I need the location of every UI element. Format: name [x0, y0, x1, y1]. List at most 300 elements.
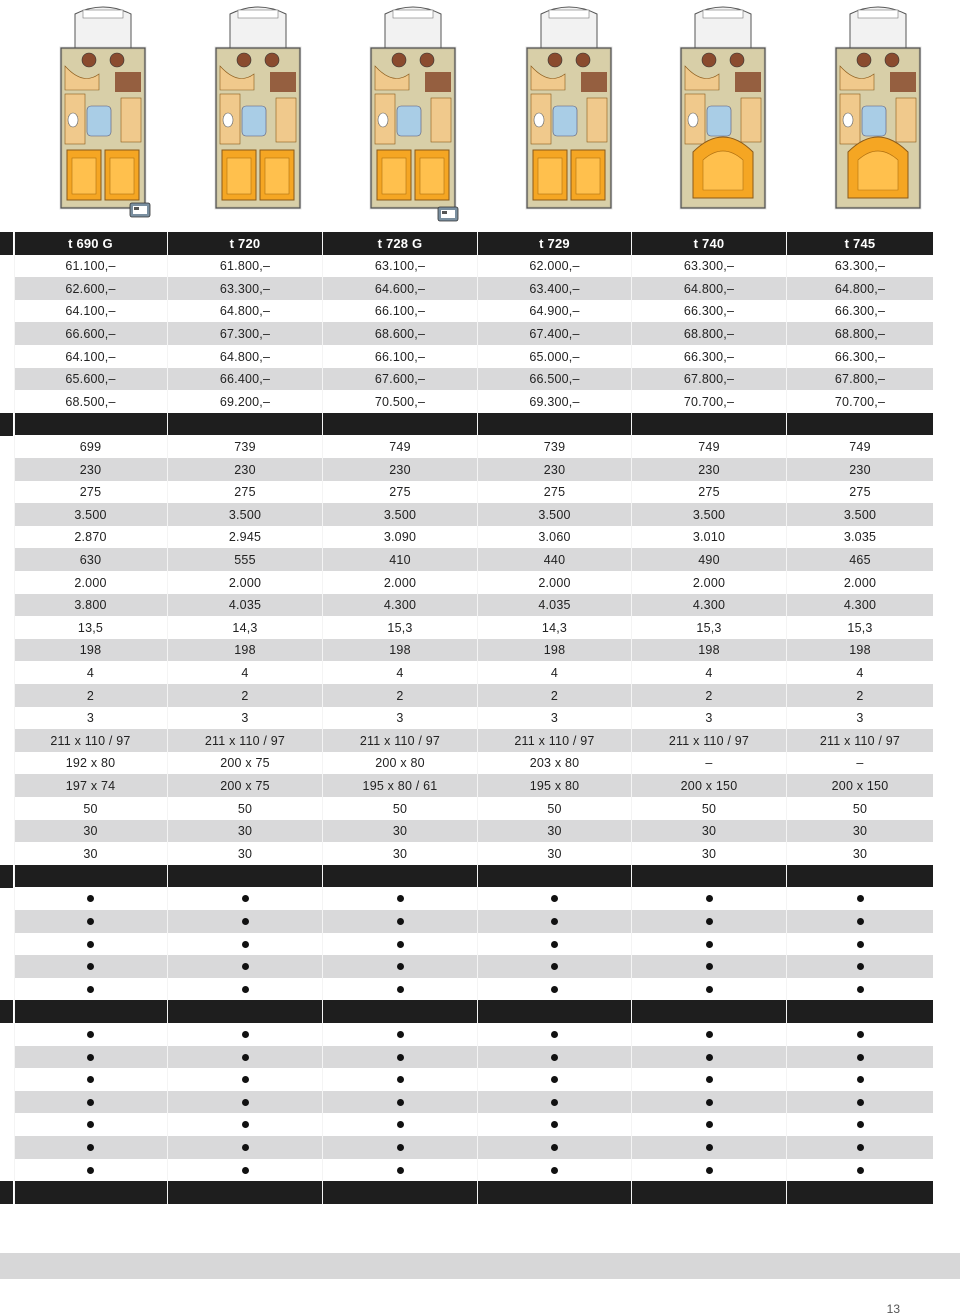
bullet-dot-icon — [242, 963, 249, 970]
spec-cell: 230 — [787, 458, 933, 481]
equipment-cell — [787, 1159, 933, 1182]
row-label-cell — [0, 300, 13, 323]
row-label-cell — [0, 1046, 13, 1069]
spec-cell: 4 — [632, 661, 786, 684]
section-divider — [0, 413, 960, 436]
equipment-cell — [323, 1068, 477, 1091]
price-cell: 62.000,– — [478, 255, 631, 278]
equipment-row — [0, 978, 960, 1001]
bullet-dot-icon — [87, 986, 94, 993]
price-cell: 66.300,– — [632, 345, 786, 368]
bullet-dot-icon — [551, 1054, 558, 1061]
spec-cell: 195 x 80 — [478, 774, 631, 797]
equipment-cell — [632, 910, 786, 933]
equipment-row — [0, 887, 960, 910]
spec-cell: 200 x 75 — [168, 774, 322, 797]
divider-cell — [478, 865, 631, 888]
equipment-row — [0, 1091, 960, 1114]
row-label-cell — [0, 1068, 13, 1091]
model-name: t 729 — [478, 232, 631, 255]
price-cell: 67.300,– — [168, 322, 322, 345]
bullet-dot-icon — [706, 986, 713, 993]
spec-cell: 230 — [478, 458, 631, 481]
spec-row — [0, 774, 960, 797]
equipment-cell — [478, 1091, 631, 1114]
bullet-dot-icon — [397, 1076, 404, 1083]
bullet-dot-icon — [397, 986, 404, 993]
price-cell: 67.600,– — [323, 368, 477, 391]
equipment-cell — [14, 1068, 167, 1091]
bullet-dot-icon — [551, 1144, 558, 1151]
price-cell: 68.800,– — [632, 322, 786, 345]
price-cell: 64.800,– — [632, 277, 786, 300]
row-label-cell — [0, 255, 13, 278]
floor-plan-t-740 — [673, 2, 773, 214]
spec-cell: 15,3 — [787, 616, 933, 639]
price-row — [0, 277, 960, 300]
equipment-cell — [14, 955, 167, 978]
floor-plans — [0, 0, 960, 228]
spec-cell: 630 — [14, 548, 167, 571]
column-divider — [322, 232, 323, 1204]
bullet-dot-icon — [857, 895, 864, 902]
row-label-cell — [0, 887, 13, 910]
spec-cell: 4 — [168, 661, 322, 684]
divider-cell — [478, 413, 631, 436]
row-label-cell — [0, 707, 13, 730]
price-cell: 67.800,– — [787, 368, 933, 391]
price-row — [0, 368, 960, 391]
spec-cell: 3.500 — [14, 503, 167, 526]
bullet-dot-icon — [87, 1121, 94, 1128]
spec-cell: 14,3 — [478, 616, 631, 639]
equipment-cell — [323, 1023, 477, 1046]
equipment-cell — [14, 978, 167, 1001]
spec-cell: 3.500 — [168, 503, 322, 526]
divider-cell — [323, 1000, 477, 1023]
spec-cell: 2 — [632, 684, 786, 707]
divider-cell — [787, 1000, 933, 1023]
price-cell: 62.600,– — [14, 277, 167, 300]
spec-cell: 200 x 150 — [787, 774, 933, 797]
spec-cell: 3.035 — [787, 526, 933, 549]
spec-cell: 15,3 — [323, 616, 477, 639]
row-label-cell — [0, 1000, 13, 1023]
divider-cell — [168, 865, 322, 888]
equipment-row — [0, 1136, 960, 1159]
bullet-dot-icon — [551, 963, 558, 970]
equipment-cell — [168, 1136, 322, 1159]
spec-row — [0, 797, 960, 820]
equipment-cell — [168, 1023, 322, 1046]
price-cell: 68.800,– — [787, 322, 933, 345]
bullet-dot-icon — [857, 963, 864, 970]
row-label-cell — [0, 390, 13, 413]
spec-cell: 4.035 — [478, 594, 631, 617]
spec-cell: 30 — [787, 820, 933, 843]
spec-row — [0, 616, 960, 639]
price-cell: 69.200,– — [168, 390, 322, 413]
equipment-cell — [478, 955, 631, 978]
spec-row — [0, 842, 960, 865]
spec-cell: 440 — [478, 548, 631, 571]
bullet-dot-icon — [397, 1099, 404, 1106]
price-cell: 64.600,– — [323, 277, 477, 300]
floor-plan-t-745 — [828, 2, 928, 214]
divider-cell — [787, 865, 933, 888]
equipment-cell — [168, 978, 322, 1001]
spec-cell: 211 x 110 / 97 — [14, 729, 167, 752]
spec-cell: 4 — [787, 661, 933, 684]
equipment-row — [0, 955, 960, 978]
spec-cell: 2.000 — [632, 571, 786, 594]
bullet-dot-icon — [242, 1031, 249, 1038]
spec-cell: 211 x 110 / 97 — [168, 729, 322, 752]
equipment-cell — [787, 1046, 933, 1069]
bullet-dot-icon — [706, 1054, 713, 1061]
bullet-dot-icon — [242, 1054, 249, 1061]
row-label-cell — [0, 820, 13, 843]
row-label-cell — [0, 684, 13, 707]
bullet-dot-icon — [87, 1099, 94, 1106]
price-cell: 67.800,– — [632, 368, 786, 391]
bullet-dot-icon — [87, 1031, 94, 1038]
spec-cell: 3.090 — [323, 526, 477, 549]
equipment-cell — [168, 1068, 322, 1091]
spec-cell: 2.000 — [168, 571, 322, 594]
bullet-dot-icon — [87, 963, 94, 970]
divider-cell — [787, 413, 933, 436]
divider-cell — [14, 413, 167, 436]
equipment-cell — [168, 910, 322, 933]
spec-cell: 197 x 74 — [14, 774, 167, 797]
spec-cell: 13,5 — [14, 616, 167, 639]
row-label-cell — [0, 526, 13, 549]
bullet-dot-icon — [706, 1121, 713, 1128]
equipment-cell — [478, 978, 631, 1001]
spec-cell: 3 — [14, 707, 167, 730]
bullet-dot-icon — [397, 1121, 404, 1128]
bullet-dot-icon — [706, 1167, 713, 1174]
bullet-dot-icon — [551, 1167, 558, 1174]
spec-cell: 3 — [168, 707, 322, 730]
equipment-cell — [14, 887, 167, 910]
equipment-cell — [632, 955, 786, 978]
section-divider — [0, 1000, 960, 1023]
spec-cell: 192 x 80 — [14, 752, 167, 775]
equipment-cell — [14, 1113, 167, 1136]
spec-cell: 3.010 — [632, 526, 786, 549]
spec-cell: 198 — [632, 639, 786, 662]
spec-cell: 50 — [787, 797, 933, 820]
equipment-cell — [478, 1113, 631, 1136]
bullet-dot-icon — [857, 1099, 864, 1106]
equipment-cell — [168, 1091, 322, 1114]
price-cell: 63.300,– — [632, 255, 786, 278]
equipment-cell — [632, 1091, 786, 1114]
bullet-dot-icon — [857, 1054, 864, 1061]
spec-cell: 3 — [323, 707, 477, 730]
divider-cell — [323, 413, 477, 436]
equipment-cell — [168, 887, 322, 910]
bullet-dot-icon — [857, 918, 864, 925]
equipment-cell — [632, 1159, 786, 1182]
bullet-dot-icon — [551, 1076, 558, 1083]
spec-row — [0, 594, 960, 617]
spec-row — [0, 435, 960, 458]
bullet-dot-icon — [87, 895, 94, 902]
equipment-cell — [14, 1136, 167, 1159]
equipment-cell — [323, 1046, 477, 1069]
row-label-cell — [0, 752, 13, 775]
equipment-cell — [478, 1068, 631, 1091]
equipment-cell — [632, 1136, 786, 1159]
spec-cell: 3.500 — [478, 503, 631, 526]
price-cell: 70.700,– — [632, 390, 786, 413]
bullet-dot-icon — [706, 1144, 713, 1151]
divider-cell — [14, 1181, 167, 1204]
spec-cell: 739 — [478, 435, 631, 458]
equipment-cell — [632, 887, 786, 910]
price-cell: 61.800,– — [168, 255, 322, 278]
bullet-dot-icon — [242, 1099, 249, 1106]
bullet-dot-icon — [706, 1076, 713, 1083]
row-label-cell — [0, 503, 13, 526]
bullet-dot-icon — [397, 1031, 404, 1038]
spec-cell: 3.500 — [632, 503, 786, 526]
spec-cell: 30 — [168, 820, 322, 843]
spec-cell: 30 — [14, 820, 167, 843]
column-divider — [631, 232, 632, 1204]
equipment-cell — [323, 933, 477, 956]
divider-cell — [632, 865, 786, 888]
spec-cell: 30 — [323, 820, 477, 843]
footer-band — [0, 1253, 960, 1279]
spec-cell: 3.060 — [478, 526, 631, 549]
spec-cell: 2.000 — [323, 571, 477, 594]
spec-cell: 4 — [14, 661, 167, 684]
bullet-dot-icon — [857, 1076, 864, 1083]
bullet-dot-icon — [242, 918, 249, 925]
spec-cell: 3.500 — [323, 503, 477, 526]
bullet-dot-icon — [706, 941, 713, 948]
equipment-cell — [323, 887, 477, 910]
spec-cell: 275 — [168, 481, 322, 504]
spec-cell: 30 — [14, 842, 167, 865]
price-row — [0, 300, 960, 323]
spec-cell: 749 — [632, 435, 786, 458]
bullet-dot-icon — [242, 986, 249, 993]
spec-cell: 410 — [323, 548, 477, 571]
spec-cell: 275 — [632, 481, 786, 504]
equipment-cell — [168, 1159, 322, 1182]
row-label-cell — [0, 1023, 13, 1046]
price-cell: 70.500,– — [323, 390, 477, 413]
price-cell: 66.400,– — [168, 368, 322, 391]
bullet-dot-icon — [397, 1054, 404, 1061]
spec-cell: 50 — [632, 797, 786, 820]
equipment-cell — [323, 910, 477, 933]
row-label-cell — [0, 571, 13, 594]
spec-cell: 3 — [787, 707, 933, 730]
row-label-cell — [0, 729, 13, 752]
equipment-cell — [478, 1136, 631, 1159]
spec-cell: 2.000 — [478, 571, 631, 594]
model-name: t 728 G — [323, 232, 477, 255]
price-cell: 61.100,– — [14, 255, 167, 278]
equipment-cell — [168, 955, 322, 978]
spec-cell: 30 — [478, 820, 631, 843]
row-label-cell — [0, 842, 13, 865]
price-cell: 70.700,– — [787, 390, 933, 413]
equipment-cell — [787, 1136, 933, 1159]
equipment-cell — [323, 978, 477, 1001]
divider-cell — [632, 413, 786, 436]
price-cell: 66.300,– — [632, 300, 786, 323]
row-label-cell — [0, 548, 13, 571]
bullet-dot-icon — [551, 941, 558, 948]
spec-cell: 198 — [787, 639, 933, 662]
spec-cell: 230 — [632, 458, 786, 481]
price-cell: 66.600,– — [14, 322, 167, 345]
row-label-cell — [0, 639, 13, 662]
spec-cell: 275 — [478, 481, 631, 504]
row-label-cell — [0, 345, 13, 368]
section-divider — [0, 1181, 960, 1204]
bullet-dot-icon — [857, 1121, 864, 1128]
equipment-cell — [787, 955, 933, 978]
spec-cell: 14,3 — [168, 616, 322, 639]
column-divider — [167, 232, 168, 1204]
equipment-cell — [323, 1136, 477, 1159]
bullet-dot-icon — [706, 1099, 713, 1106]
spec-cell: 699 — [14, 435, 167, 458]
bullet-dot-icon — [87, 1167, 94, 1174]
price-cell: 63.300,– — [787, 255, 933, 278]
divider-cell — [787, 1181, 933, 1204]
spec-row — [0, 707, 960, 730]
bullet-dot-icon — [242, 1144, 249, 1151]
bullet-dot-icon — [242, 941, 249, 948]
equipment-cell — [632, 1068, 786, 1091]
bed-icon — [437, 206, 459, 222]
row-label-cell — [0, 774, 13, 797]
bullet-dot-icon — [397, 1167, 404, 1174]
equipment-cell — [632, 1113, 786, 1136]
equipment-row — [0, 1023, 960, 1046]
spec-cell: 4 — [478, 661, 631, 684]
spec-cell: 2.000 — [787, 571, 933, 594]
spec-cell: – — [632, 752, 786, 775]
column-divider — [14, 232, 15, 1204]
bullet-dot-icon — [706, 895, 713, 902]
bed-icon — [129, 202, 151, 218]
row-label-cell — [0, 865, 13, 888]
equipment-cell — [787, 1091, 933, 1114]
equipment-cell — [168, 933, 322, 956]
spec-cell: 490 — [632, 548, 786, 571]
price-cell: 68.500,– — [14, 390, 167, 413]
bullet-dot-icon — [857, 1144, 864, 1151]
equipment-cell — [787, 910, 933, 933]
row-label-cell — [0, 277, 13, 300]
equipment-row — [0, 1046, 960, 1069]
spec-cell: 4.300 — [323, 594, 477, 617]
row-label-cell — [0, 978, 13, 1001]
price-cell: 66.300,– — [787, 345, 933, 368]
spec-cell: 3.800 — [14, 594, 167, 617]
bullet-dot-icon — [397, 895, 404, 902]
row-label-cell — [0, 1136, 13, 1159]
equipment-cell — [168, 1046, 322, 1069]
equipment-cell — [323, 1159, 477, 1182]
bullet-dot-icon — [242, 1076, 249, 1083]
spec-cell: 230 — [168, 458, 322, 481]
bullet-dot-icon — [87, 1076, 94, 1083]
spec-cell: 200 x 75 — [168, 752, 322, 775]
spec-cell: 203 x 80 — [478, 752, 631, 775]
bullet-dot-icon — [857, 1167, 864, 1174]
divider-cell — [632, 1181, 786, 1204]
equipment-cell — [787, 1113, 933, 1136]
spec-cell: 15,3 — [632, 616, 786, 639]
spec-cell: 2 — [168, 684, 322, 707]
equipment-row — [0, 1113, 960, 1136]
row-label-cell — [0, 1113, 13, 1136]
price-cell: 64.800,– — [787, 277, 933, 300]
equipment-cell — [14, 1046, 167, 1069]
bullet-dot-icon — [551, 1121, 558, 1128]
equipment-row — [0, 1159, 960, 1182]
bullet-dot-icon — [87, 1054, 94, 1061]
floor-plan-t-720 — [208, 2, 308, 214]
bullet-dot-icon — [397, 1144, 404, 1151]
divider-cell — [168, 1181, 322, 1204]
equipment-cell — [787, 887, 933, 910]
model-header-row — [0, 232, 960, 255]
spec-cell: 30 — [632, 820, 786, 843]
divider-cell — [323, 1181, 477, 1204]
spec-row — [0, 571, 960, 594]
bullet-dot-icon — [706, 963, 713, 970]
bullet-dot-icon — [857, 986, 864, 993]
equipment-cell — [478, 933, 631, 956]
price-row — [0, 322, 960, 345]
spec-cell: 2 — [323, 684, 477, 707]
price-cell: 68.600,– — [323, 322, 477, 345]
spec-cell: 198 — [478, 639, 631, 662]
column-divider — [477, 232, 478, 1204]
spec-cell: 2 — [787, 684, 933, 707]
spec-cell: 198 — [14, 639, 167, 662]
bullet-dot-icon — [551, 1031, 558, 1038]
row-label-cell — [0, 1091, 13, 1114]
bullet-dot-icon — [857, 1031, 864, 1038]
divider-cell — [323, 865, 477, 888]
model-name: t 690 G — [14, 232, 167, 255]
spec-cell: 4.300 — [632, 594, 786, 617]
equipment-cell — [632, 1046, 786, 1069]
price-cell: 64.800,– — [168, 345, 322, 368]
equipment-cell — [14, 910, 167, 933]
spec-cell: 30 — [478, 842, 631, 865]
divider-cell — [168, 1000, 322, 1023]
equipment-cell — [478, 910, 631, 933]
equipment-cell — [14, 1159, 167, 1182]
equipment-cell — [787, 1068, 933, 1091]
spec-cell: 198 — [168, 639, 322, 662]
divider-cell — [168, 413, 322, 436]
